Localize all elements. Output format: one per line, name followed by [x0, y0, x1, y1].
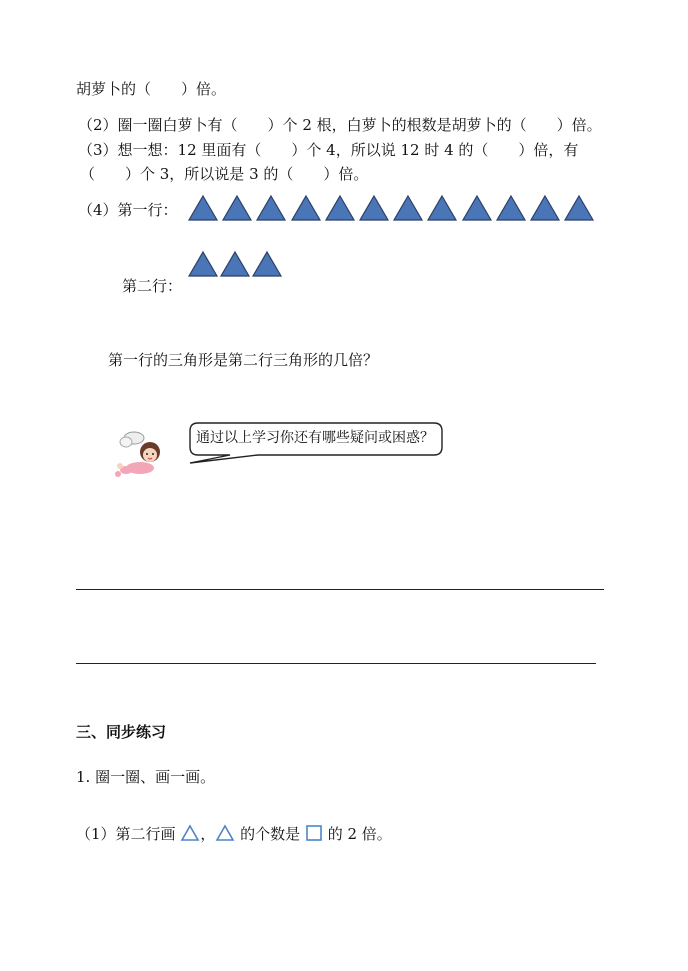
triangle-row-2	[187, 250, 307, 278]
triangle-row1-item	[221, 194, 253, 222]
answer-line-2	[76, 663, 596, 664]
triangle-row1-item	[529, 194, 561, 222]
question-2: （2）圈一圈白萝卜有（ ）个 2 根，白萝卜的根数是胡萝卜的（ ）倍。	[78, 116, 602, 134]
square-outline-icon	[305, 824, 323, 842]
triangle-row1-item	[187, 194, 219, 222]
triangle-row1-item	[563, 194, 595, 222]
exercise-1-1	[76, 824, 392, 844]
triangle-row2-item	[251, 250, 283, 278]
row1-label: （4）第一行：	[78, 201, 178, 219]
triangle-row2-item	[219, 250, 251, 278]
triangle-row1-item	[290, 194, 322, 222]
triangle-row1-item	[392, 194, 424, 222]
exercise-1-1-comma: ，	[200, 825, 216, 843]
triangle-row1-item	[255, 194, 287, 222]
bubble-text: 通过以上学习你还有哪些疑问或困惑？	[196, 430, 434, 446]
exercise-1-title: 1. 圈一圈、画一画。	[76, 768, 216, 786]
angel-girl-illustration	[112, 430, 174, 480]
triangle-row1-item	[358, 194, 390, 222]
exercise-1-1-prefix: （1）第二行画	[76, 825, 176, 843]
question-3-line-1: （3）想一想：12 里面有（ ）个 4，所以说 12 时 4 的（ ）倍，有	[78, 141, 579, 159]
triangle-row-1	[187, 194, 607, 222]
section-heading-sync-practice: 三、同步练习	[76, 723, 167, 741]
exercise-1-1-middle: 的个数是	[240, 825, 301, 843]
triangle-row1-item	[461, 194, 493, 222]
row-comparison-question: 第一行的三角形是第二行三角形的几倍？	[108, 351, 379, 369]
question-3-line-2: （ ）个 3，所以说是 3 的（ ）倍。	[80, 165, 369, 183]
triangle-row1-item	[324, 194, 356, 222]
exercise-1-1-suffix: 的 2 倍。	[327, 825, 392, 843]
triangle-row1-item	[426, 194, 458, 222]
triangle-outline-icon	[215, 824, 235, 842]
row2-label: 第二行：	[122, 277, 183, 295]
answer-line-1	[76, 589, 604, 590]
triangle-row2-item	[187, 250, 219, 278]
triangle-outline-icon	[180, 824, 200, 842]
triangle-row1-item	[495, 194, 527, 222]
text-line-1: 胡萝卜的（ ）倍。	[76, 80, 227, 98]
